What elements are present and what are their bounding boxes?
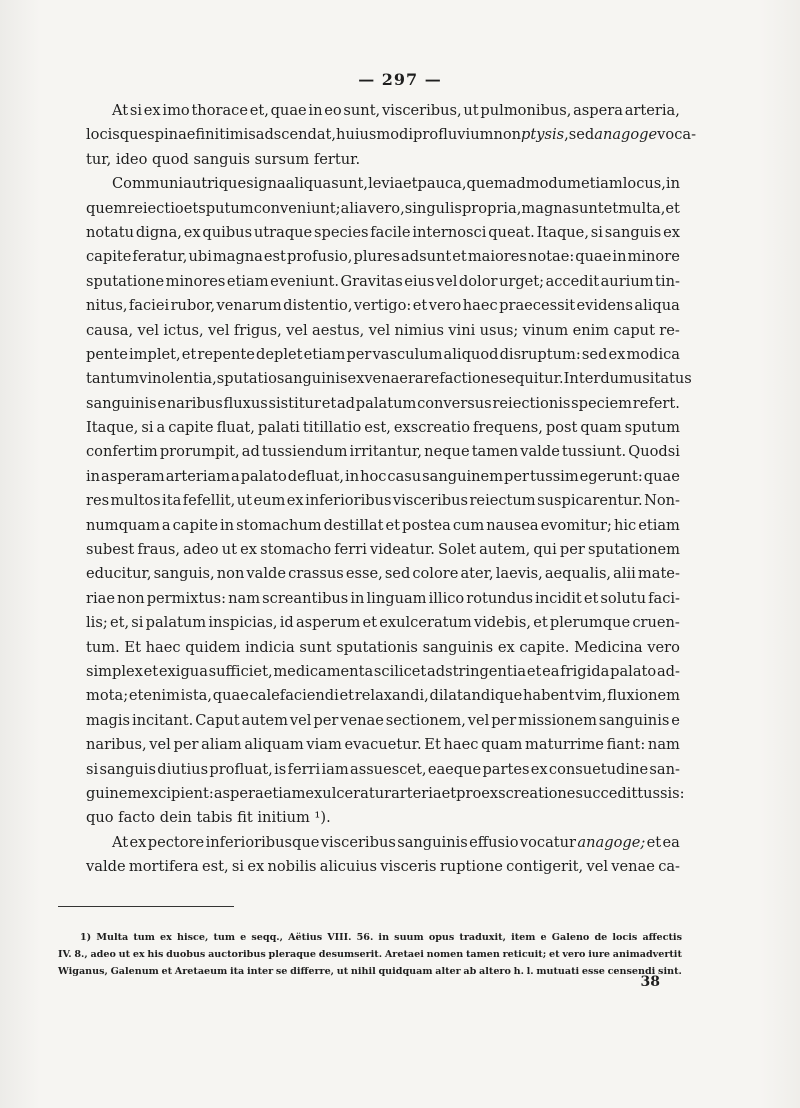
text-line: educitur, sanguis, non valde crassus esse, sed colore ater, laevis, aequalis, alii mate- bbox=[86, 565, 680, 583]
text-line: nitus, faciei rubor, venarum distentio, vertigo: et vero haec praecessit evidens aliqua bbox=[86, 297, 680, 315]
footnote-line: Wiganus, Galenum et Aretaeum ita inter se differre, ut nihil quidquam alter ab altero h. l. mutuati esse censendi sint. bbox=[58, 966, 682, 977]
text-line: in asperam arteriam a palato defluat, in hoc casu sanguinem per tussim egerunt: quae bbox=[86, 467, 680, 485]
text-line: mota; etenim ista, quae calefaciendi et relaxandi, dilatandique habent vim, fluxionem bbox=[86, 687, 680, 705]
footnote-line: IV. 8., adeo ut ex his duobus auctoribus pleraque desumserit. Aretaei nomen tamen reticuit; et vero iure animadvertit bbox=[58, 949, 682, 960]
text-line: notatu digna, ex quibus utraque species facile internosci queat. Itaque, si sanguis ex bbox=[86, 223, 680, 241]
signature-mark: 38 bbox=[640, 974, 660, 990]
text-line: Communia utrique signa aliqua sunt, levia et pauca, quemadmodum etiam locus, in bbox=[112, 175, 680, 193]
text-line: simplex et exigua sufficiet, medicamenta scilicet adstringentia et ea frigida palato ad- bbox=[86, 662, 680, 680]
text-line: At ex pectore inferioribusque visceribus sanguinis effusio vocatur anagoge; et ea bbox=[112, 833, 680, 851]
page-number: — 297 — bbox=[358, 70, 442, 89]
text-line: confertim prorumpit, ad tussiendum irritantur, neque tamen valde tussiunt. Quodsi bbox=[86, 443, 680, 461]
text-line: tur, ideo quod sanguis sursum fertur. bbox=[86, 150, 361, 168]
text-line: magis incitant. Caput autem vel per venae sectionem, vel per missionem sanguinis e bbox=[86, 711, 680, 729]
text-line: naribus, vel per aliam aliquam viam evacuetur. Et haec quam maturrime fiant: nam bbox=[86, 736, 680, 754]
text-line: numquam a capite in stomachum destillat et postea cum nausea evomitur; hic etiam bbox=[86, 516, 680, 534]
text-line: causa, vel ictus, vel frigus, vel aestus, vel nimius vini usus; vinum enim caput re- bbox=[86, 321, 680, 339]
text-line: lis; et, si palatum inspicias, id asperum et exulceratum videbis, et plerumque cruen- bbox=[86, 614, 680, 632]
footnote-divider bbox=[58, 906, 234, 907]
text-line: valde mortifera est, si ex nobilis alicuius visceris ruptione contigerit, vel venae ca- bbox=[86, 858, 680, 876]
text-line: pente implet, et repente deplet etiam per vasculum aliquod disruptum: sed ex modica bbox=[86, 345, 680, 363]
text-line: subest fraus, adeo ut ex stomacho ferri videatur. Solet autem, qui per sputationem bbox=[86, 541, 680, 559]
text-line: res multos ita fefellit, ut eum ex inferioribus visceribus reiectum suspicarentur. Non- bbox=[86, 492, 680, 510]
text-line: quem reiectio et sputum conveniunt; alia vero, singulis propria, magna sunt et multa, et bbox=[86, 199, 680, 217]
text-line: si sanguis diutius profluat, is ferri iam assuescet, eaeque partes ex consuetudine san- bbox=[86, 760, 680, 778]
text-line: sputatione minores etiam eveniunt. Gravitas eius vel dolor urget; accedit aurium tin- bbox=[86, 272, 680, 290]
text-line: Itaque, si a capite fluat, palati titillatio est, exscreatio frequens, post quam sputum bbox=[86, 419, 680, 437]
text-line: locisque spinae finitimis adscendat, huiusmodi profluvium non ptysis, sed anagoge voca- bbox=[86, 126, 697, 144]
footnote-line: 1) Multa tum ex hisce, tum e seqq., Aëtius VIII. 56. in suum opus traduxit, item e Galeno de locis affectis bbox=[80, 932, 682, 943]
text-line: riae non permixtus: nam screantibus in linguam illico rotundus incidit et solutu faci- bbox=[86, 589, 680, 607]
text-line: At si ex imo thorace et, quae in eo sunt, visceribus, ut pulmonibus, aspera arteria, bbox=[112, 102, 680, 119]
text-line: tantum vinolentia, sputatio sanguinis ex venae rarefactione sequitur. Interdum usitatus bbox=[86, 370, 692, 388]
text-line: guinem excipient: aspera etiam exulceratur arteria et pro exscreatione succedit tussis: bbox=[86, 784, 685, 802]
text-line: quo facto dein tabis fit initium ¹). bbox=[86, 809, 331, 827]
text-line: sanguinis e naribus fluxus sistitur et ad palatum conversus reiectionis speciem refert. bbox=[86, 394, 680, 412]
footnote bbox=[58, 929, 682, 980]
body-text bbox=[86, 99, 697, 880]
text-line: tum. Et haec quidem indicia sunt sputationis sanguinis ex capite. Medicina vero bbox=[86, 638, 680, 656]
text-line: capite feratur, ubi magna est profusio, plures adsunt et maiores notae: quae in minore bbox=[86, 248, 680, 266]
